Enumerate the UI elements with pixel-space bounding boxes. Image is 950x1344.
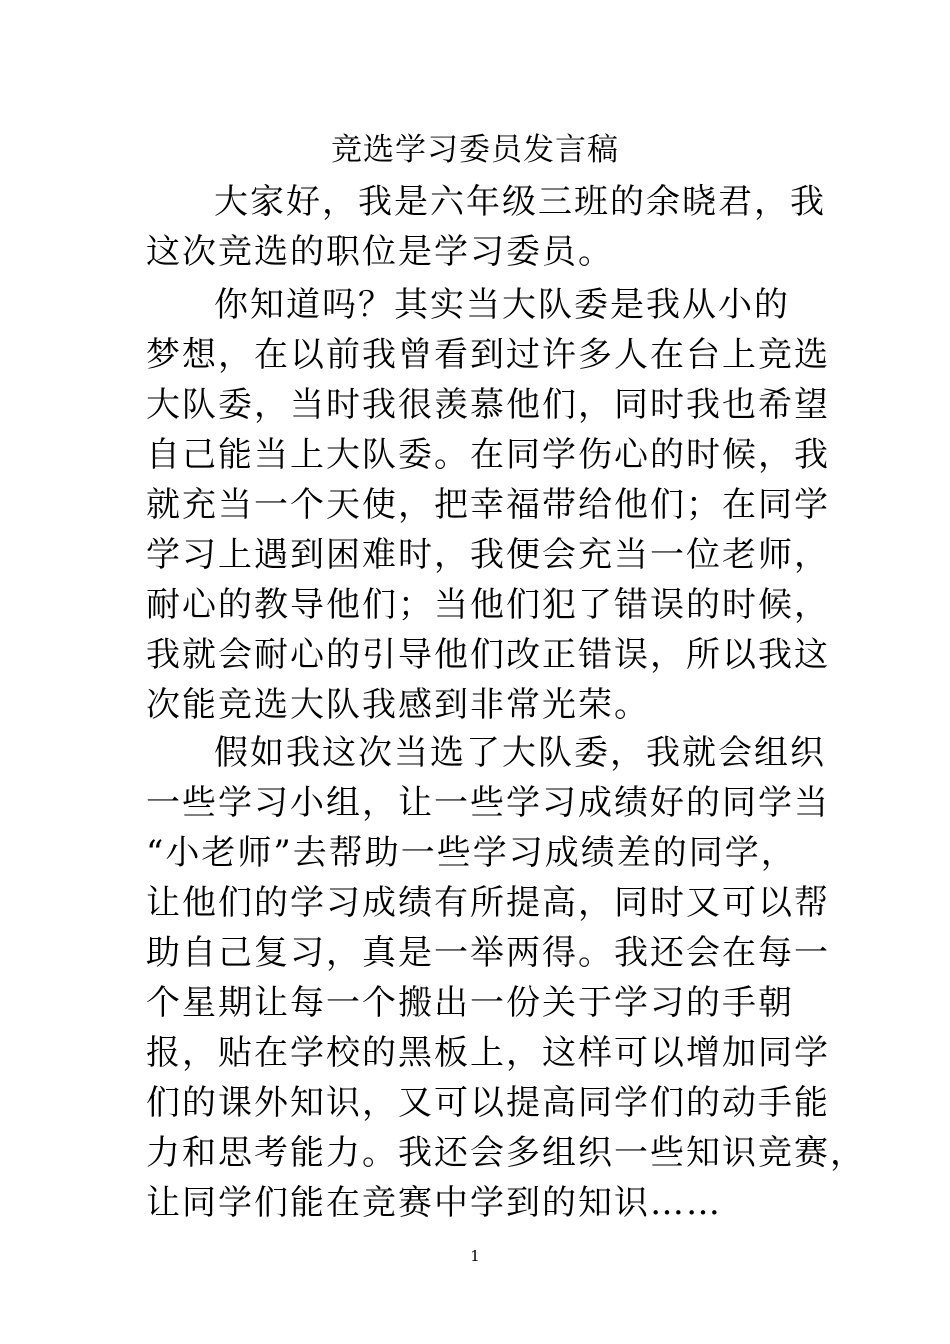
paragraph-line: 大队委，当时我很羡慕他们，同时我也希望 [146,385,830,425]
paragraph-line: “小老师”去帮助一些学习成绩差的同学， [146,833,797,873]
paragraph-line: 大家好，我是六年级三班的余晓君，我 [214,182,826,222]
paragraph-line: 们的课外知识，又可以提高同学们的动手能 [146,1083,830,1123]
page-number: 1 [470,1247,480,1265]
paragraph-line: 次能竞选大队我感到非常光荣。 [146,685,650,725]
paragraph-line: 假如我这次当选了大队委，我就会组织 [214,733,826,773]
document-title: 竞选学习委员发言稿 [331,132,619,168]
paragraph-line: 一些学习小组，让一些学习成绩好的同学当 [146,783,830,823]
paragraph-line: 报，贴在学校的黑板上，这样可以增加同学 [146,1033,830,1073]
paragraph-line: 耐心的教导他们；当他们犯了错误的时候， [146,585,830,625]
paragraph-line: 个星期让每一个搬出一份关于学习的手朝 [146,983,794,1023]
paragraph-line: 自己能当上大队委。在同学伤心的时候，我 [146,435,830,475]
paragraph-line: 让他们的学习成绩有所提高，同时又可以帮 [146,883,830,923]
paragraph-line: 你知道吗？其实当大队委是我从小的 [214,285,790,325]
paragraph-line: 学习上遇到困难时，我便会充当一位老师， [146,535,830,575]
paragraph-line: 这次竞选的职位是学习委员。 [146,232,614,272]
paragraph-line: 我就会耐心的引导他们改正错误，所以我这 [146,635,830,675]
paragraph-line: 力和思考能力。我还会多组织一些知识竞赛， [146,1133,866,1173]
paragraph-line: 梦想，在以前我曾看到过许多人在台上竞选 [146,335,830,375]
paragraph-line: 让同学们能在竞赛中学到的知识…… [146,1183,722,1223]
paragraph-line: 就充当一个天使，把幸福带给他们；在同学 [146,485,830,525]
paragraph-line: 助自己复习，真是一举两得。我还会在每一 [146,933,830,973]
